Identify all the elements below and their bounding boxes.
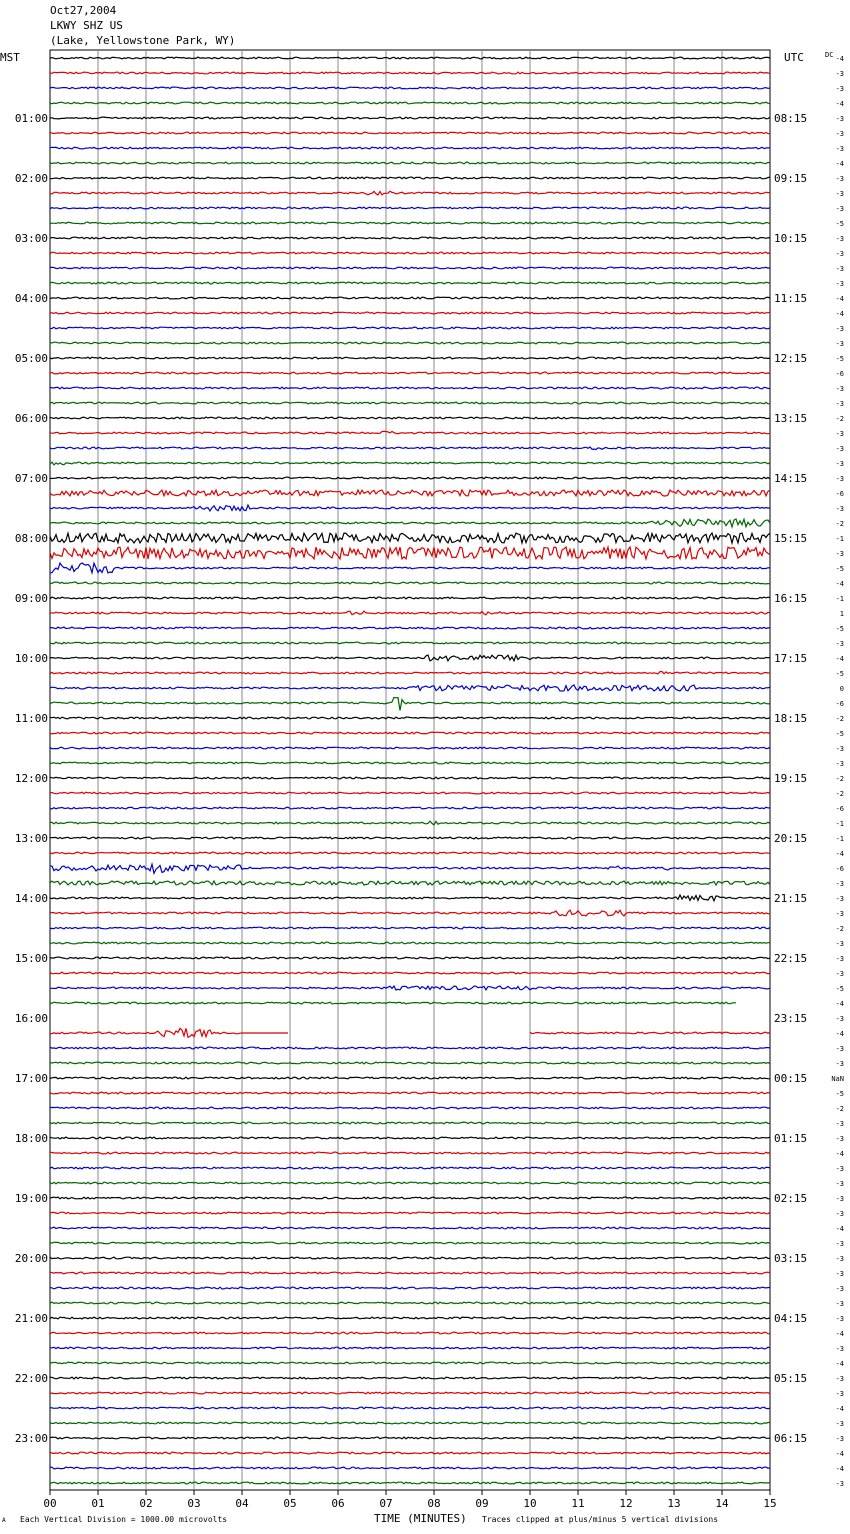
seismic-trace <box>50 1302 770 1304</box>
seismic-trace <box>50 655 770 661</box>
dc-offset-label: -6 <box>835 805 844 813</box>
dc-offset-label: -3 <box>835 1390 844 1398</box>
seismic-trace <box>50 1152 770 1154</box>
dc-offset-label: -3 <box>835 505 844 513</box>
seismic-trace <box>50 563 770 573</box>
seismic-trace <box>50 895 770 901</box>
utc-hour-label: 15:15 <box>774 532 808 545</box>
dc-offset-label: -3 <box>835 1480 844 1488</box>
mst-hour-label: 19:00 <box>14 1192 48 1205</box>
x-tick-label: 01 <box>91 1497 105 1510</box>
seismic-trace <box>50 864 770 873</box>
dc-offset-label: -1 <box>835 535 844 543</box>
clip-note: Traces clipped at plus/minus 5 vertical divisions <box>482 1515 719 1524</box>
dc-offset-label: -3 <box>835 1195 844 1203</box>
seismic-trace <box>50 342 770 344</box>
dc-offset-label: -3 <box>835 880 844 888</box>
dc-offset-label: -3 <box>835 280 844 288</box>
seismic-trace <box>50 717 770 719</box>
mst-hour-label: 08:00 <box>14 532 48 545</box>
utc-hour-label: 08:15 <box>774 112 808 125</box>
seismic-trace <box>50 87 770 89</box>
dc-offset-label: -3 <box>835 955 844 963</box>
x-tick-label: 12 <box>619 1497 633 1510</box>
dc-offset-label: -2 <box>835 715 844 723</box>
seismic-trace <box>50 821 770 825</box>
dc-offset-label: -4 <box>835 1330 844 1338</box>
dc-offset-label: -2 <box>835 775 844 783</box>
mst-hour-label: 10:00 <box>14 652 48 665</box>
dc-offset-label: -5 <box>835 565 844 573</box>
dc-offset-label: -3 <box>835 1255 844 1263</box>
seismic-trace <box>50 597 770 599</box>
seismic-trace <box>50 685 770 691</box>
dc-offset-label: -4 <box>835 850 844 858</box>
seismic-trace <box>50 1062 770 1064</box>
dc-offset-label: -6 <box>835 490 844 498</box>
dc-offset-label: -3 <box>835 1045 844 1053</box>
dc-offset-label: -3 <box>835 1420 844 1428</box>
seismic-trace <box>50 490 770 496</box>
x-tick-label: 03 <box>187 1497 201 1510</box>
mst-hour-label: 09:00 <box>14 592 48 605</box>
seismic-trace <box>50 327 770 329</box>
seismic-trace <box>50 447 770 450</box>
dc-offset-label: -5 <box>835 625 844 633</box>
seismic-trace <box>50 1182 770 1184</box>
seismic-trace <box>50 312 770 314</box>
dc-offset-label: -3 <box>835 910 844 918</box>
dc-offset-label: -1 <box>835 820 844 828</box>
seismic-trace <box>50 807 770 809</box>
dc-offset-label: 1 <box>839 610 844 618</box>
dc-offset-label: -3 <box>835 205 844 213</box>
seismic-trace <box>50 986 770 990</box>
mst-hour-label: 17:00 <box>14 1072 48 1085</box>
dc-offset-label: -5 <box>835 985 844 993</box>
utc-hour-label: 05:15 <box>774 1372 808 1385</box>
dc-offset-label: -3 <box>835 1270 844 1278</box>
utc-hour-label: 04:15 <box>774 1312 808 1325</box>
seismic-trace <box>50 611 770 615</box>
dc-offset-label: -4 <box>835 55 844 63</box>
seismic-trace <box>50 431 770 434</box>
seismic-trace <box>50 1122 770 1124</box>
seismic-trace <box>50 927 770 929</box>
seismic-trace <box>50 910 770 916</box>
dc-offset-label: -3 <box>835 895 844 903</box>
seismic-trace <box>50 357 770 359</box>
seismic-trace <box>50 1257 770 1259</box>
x-tick-label: 07 <box>379 1497 393 1510</box>
dc-offset-label: -4 <box>835 160 844 168</box>
dc-offset-label: -4 <box>835 1030 844 1038</box>
dc-offset-label: -3 <box>835 190 844 198</box>
x-tick-label: 04 <box>235 1497 249 1510</box>
seismic-trace <box>50 1317 770 1319</box>
seismic-trace <box>50 1287 770 1289</box>
dc-offset-label: -3 <box>835 640 844 648</box>
dc-offset-label: -3 <box>835 970 844 978</box>
seismic-trace <box>50 1167 770 1169</box>
seismic-trace <box>50 1212 770 1214</box>
dc-offset-label: -3 <box>835 145 844 153</box>
dc-offset-label: -3 <box>835 1315 844 1323</box>
dc-offset-label: -3 <box>835 1300 844 1308</box>
seismic-trace <box>50 1002 770 1004</box>
seismic-trace <box>50 117 770 119</box>
dc-offset-label: -3 <box>835 385 844 393</box>
dc-offset-label: 0 <box>839 685 844 693</box>
utc-hour-label: 02:15 <box>774 1192 808 1205</box>
dc-offset-label: -3 <box>835 1180 844 1188</box>
seismic-trace <box>50 417 770 419</box>
mst-hour-label: 23:00 <box>14 1432 48 1445</box>
utc-hour-label: 01:15 <box>774 1132 808 1145</box>
dc-offset-label: -3 <box>835 1375 844 1383</box>
seismic-trace <box>50 1452 770 1454</box>
dc-offset-label: -3 <box>835 400 844 408</box>
seismic-trace <box>50 462 770 465</box>
dc-offset-label: -4 <box>835 100 844 108</box>
seismic-trace <box>50 222 770 224</box>
seismic-trace <box>50 162 770 164</box>
dc-offset-label: -3 <box>835 235 844 243</box>
utc-hour-label: 18:15 <box>774 712 808 725</box>
dc-offset-label: -3 <box>835 340 844 348</box>
mst-hour-label: 15:00 <box>14 952 48 965</box>
seismic-trace <box>50 942 770 944</box>
mst-hour-label: 22:00 <box>14 1372 48 1385</box>
seismic-trace <box>50 267 770 269</box>
seismic-trace <box>50 881 770 885</box>
dc-offset-label: -3 <box>835 325 844 333</box>
seismic-trace <box>50 1047 770 1049</box>
dc-offset-label: -3 <box>835 1120 844 1128</box>
seismic-trace <box>50 642 770 644</box>
seismic-trace <box>50 477 770 479</box>
seismic-trace <box>50 972 770 974</box>
dc-offset-label: -3 <box>835 1285 844 1293</box>
dc-offset-label: -5 <box>835 355 844 363</box>
mst-hour-label: 02:00 <box>14 172 48 185</box>
mst-hour-label: 07:00 <box>14 472 48 485</box>
dc-offset-label: -3 <box>835 745 844 753</box>
header-date: Oct27,2004 <box>50 4 117 17</box>
seismic-trace <box>50 1272 770 1274</box>
dc-offset-label: -2 <box>835 790 844 798</box>
dc-offset-label: -3 <box>835 460 844 468</box>
mst-hour-label: 11:00 <box>14 712 48 725</box>
seismic-trace <box>50 72 770 74</box>
seismic-trace <box>50 672 770 674</box>
dc-offset-label: -4 <box>835 295 844 303</box>
mst-hour-label: 14:00 <box>14 892 48 905</box>
seismic-trace <box>50 852 770 854</box>
dc-offset-label: -2 <box>835 415 844 423</box>
mst-hour-label: 01:00 <box>14 112 48 125</box>
seismic-trace <box>50 547 770 559</box>
dc-offset-label: -4 <box>835 310 844 318</box>
seismic-trace <box>50 1467 770 1469</box>
dc-offset-label: -3 <box>835 85 844 93</box>
dc-offset-label: NaN <box>831 1075 844 1083</box>
dc-offset-label: -3 <box>835 250 844 258</box>
seismic-trace <box>50 1422 770 1424</box>
dc-offset-label: -4 <box>835 1405 844 1413</box>
dc-offset-label: -3 <box>835 430 844 438</box>
seismic-trace <box>50 1362 770 1364</box>
x-tick-label: 09 <box>475 1497 489 1510</box>
utc-hour-label: 16:15 <box>774 592 808 605</box>
seismic-trace <box>50 57 770 59</box>
mst-hour-label: 06:00 <box>14 412 48 425</box>
seismic-trace <box>50 1107 770 1109</box>
dc-offset-label: -2 <box>835 1105 844 1113</box>
dc-offset-label: -3 <box>835 1240 844 1248</box>
dc-offset-label: -5 <box>835 670 844 678</box>
utc-hour-label: 19:15 <box>774 772 808 785</box>
dc-offset-label: -3 <box>835 130 844 138</box>
utc-hour-label: 23:15 <box>774 1012 808 1025</box>
dc-offset-label: -5 <box>835 1090 844 1098</box>
x-tick-label: 11 <box>571 1497 585 1510</box>
seismic-trace <box>50 132 770 134</box>
mst-hour-label: 21:00 <box>14 1312 48 1325</box>
seismic-trace <box>50 1077 770 1079</box>
utc-hour-label: 03:15 <box>774 1252 808 1265</box>
dc-offset-label: -4 <box>835 1150 844 1158</box>
scale-note: Each Vertical Division = 1000.00 microvolts <box>20 1515 228 1524</box>
seismic-trace <box>50 1437 770 1439</box>
seismic-trace <box>50 177 770 179</box>
dc-offset-label: -3 <box>835 445 844 453</box>
seismic-trace <box>50 627 770 629</box>
x-tick-label: 14 <box>715 1497 729 1510</box>
dc-offset-label: -4 <box>835 1225 844 1233</box>
utc-hour-label: 06:15 <box>774 1432 808 1445</box>
dc-offset-label: -3 <box>835 1015 844 1023</box>
seismic-trace <box>50 1242 770 1244</box>
dc-offset-label: -3 <box>835 550 844 558</box>
seismic-trace <box>50 747 770 749</box>
seismic-trace <box>50 207 770 209</box>
utc-hour-label: 11:15 <box>774 292 808 305</box>
x-tick-label: 02 <box>139 1497 153 1510</box>
dc-offset-label: -3 <box>835 115 844 123</box>
utc-hour-label: 14:15 <box>774 472 808 485</box>
seismic-trace <box>50 1137 770 1139</box>
seismic-trace <box>50 191 770 195</box>
dc-offset-label: -6 <box>835 865 844 873</box>
dc-offset-label: -4 <box>835 1465 844 1473</box>
seismic-trace <box>50 837 770 839</box>
mst-hour-label: 03:00 <box>14 232 48 245</box>
dc-offset-label: -1 <box>835 595 844 603</box>
seismic-trace <box>50 102 770 104</box>
seismic-trace <box>50 402 770 404</box>
seismic-trace <box>50 1407 770 1409</box>
mst-hour-label: 20:00 <box>14 1252 48 1265</box>
seismic-trace <box>50 1227 770 1229</box>
dc-offset-label: -3 <box>835 1435 844 1443</box>
dc-offset-label: -4 <box>835 655 844 663</box>
x-tick-label: 08 <box>427 1497 441 1510</box>
dc-offset-label: -3 <box>835 1345 844 1353</box>
left-axis-label: MST <box>0 51 20 64</box>
seismic-trace <box>50 792 770 794</box>
x-tick-label: 13 <box>667 1497 681 1510</box>
dc-offset-label: -6 <box>835 700 844 708</box>
mst-hour-label: 12:00 <box>14 772 48 785</box>
right-axis-label: UTC <box>784 51 804 64</box>
x-tick-label: 06 <box>331 1497 345 1510</box>
dc-offset-label: -3 <box>835 70 844 78</box>
dc-offset-label: -3 <box>835 1165 844 1173</box>
seismic-trace <box>50 957 770 959</box>
seismic-trace <box>50 237 770 239</box>
utc-hour-label: 21:15 <box>774 892 808 905</box>
dc-offset-label: -2 <box>835 925 844 933</box>
x-tick-label: 10 <box>523 1497 537 1510</box>
dc-offset-label: -5 <box>835 220 844 228</box>
seismic-trace <box>50 519 770 527</box>
seismic-trace <box>50 1332 770 1334</box>
mst-hour-label: 13:00 <box>14 832 48 845</box>
seismic-trace <box>50 372 770 374</box>
dc-offset-label: -6 <box>835 370 844 378</box>
dc-offset-label: -5 <box>835 730 844 738</box>
header-location: (Lake, Yellowstone Park, WY) <box>50 34 236 47</box>
seismic-trace <box>50 762 770 764</box>
dc-offset-label: -3 <box>835 1060 844 1068</box>
seismic-trace <box>50 387 770 389</box>
utc-hour-label: 00:15 <box>774 1072 808 1085</box>
seismic-trace <box>50 1377 770 1379</box>
mst-hour-label: 04:00 <box>14 292 48 305</box>
utc-hour-label: 12:15 <box>774 352 808 365</box>
seismic-trace <box>50 1197 770 1199</box>
dc-offset-label: -4 <box>835 1450 844 1458</box>
x-tick-label: 05 <box>283 1497 297 1510</box>
seismic-trace <box>50 777 770 779</box>
seismic-trace <box>50 505 770 511</box>
dc-offset-label: -3 <box>835 1210 844 1218</box>
seismic-trace <box>50 282 770 284</box>
utc-hour-label: 13:15 <box>774 412 808 425</box>
x-tick-label: 00 <box>43 1497 57 1510</box>
mst-hour-label: 05:00 <box>14 352 48 365</box>
x-tick-label: 15 <box>763 1497 777 1510</box>
seismic-trace <box>50 582 770 584</box>
seismic-trace <box>50 252 770 254</box>
seismic-trace <box>50 147 770 149</box>
seismic-trace <box>50 1482 770 1484</box>
corner-mark: A <box>2 1517 6 1524</box>
seismic-trace <box>50 1028 770 1037</box>
dc-offset-label: -3 <box>835 175 844 183</box>
dc-offset-label: -4 <box>835 1360 844 1368</box>
seismic-trace <box>50 533 770 543</box>
dc-offset-label: -3 <box>835 1135 844 1143</box>
dc-label: DC <box>825 51 834 59</box>
dc-offset-label: -3 <box>835 475 844 483</box>
utc-hour-label: 09:15 <box>774 172 808 185</box>
dc-offset-label: -2 <box>835 520 844 528</box>
dc-offset-label: -1 <box>835 835 844 843</box>
dc-offset-label: -3 <box>835 760 844 768</box>
seismic-trace <box>50 1092 770 1094</box>
dc-offset-label: -4 <box>835 580 844 588</box>
seismic-trace <box>50 697 770 710</box>
header-station: LKWY SHZ US <box>50 19 123 32</box>
dc-offset-label: -3 <box>835 265 844 273</box>
seismic-trace <box>50 732 770 734</box>
mst-hour-label: 18:00 <box>14 1132 48 1145</box>
utc-hour-label: 20:15 <box>774 832 808 845</box>
seismic-trace <box>50 1347 770 1349</box>
mst-hour-label: 16:00 <box>14 1012 48 1025</box>
utc-hour-label: 22:15 <box>774 952 808 965</box>
dc-offset-label: -3 <box>835 940 844 948</box>
seismic-trace <box>50 297 770 299</box>
utc-hour-label: 17:15 <box>774 652 808 665</box>
x-axis-title: TIME (MINUTES) <box>374 1512 467 1525</box>
utc-hour-label: 10:15 <box>774 232 808 245</box>
dc-offset-label: -4 <box>835 1000 844 1008</box>
seismic-trace <box>50 1392 770 1394</box>
